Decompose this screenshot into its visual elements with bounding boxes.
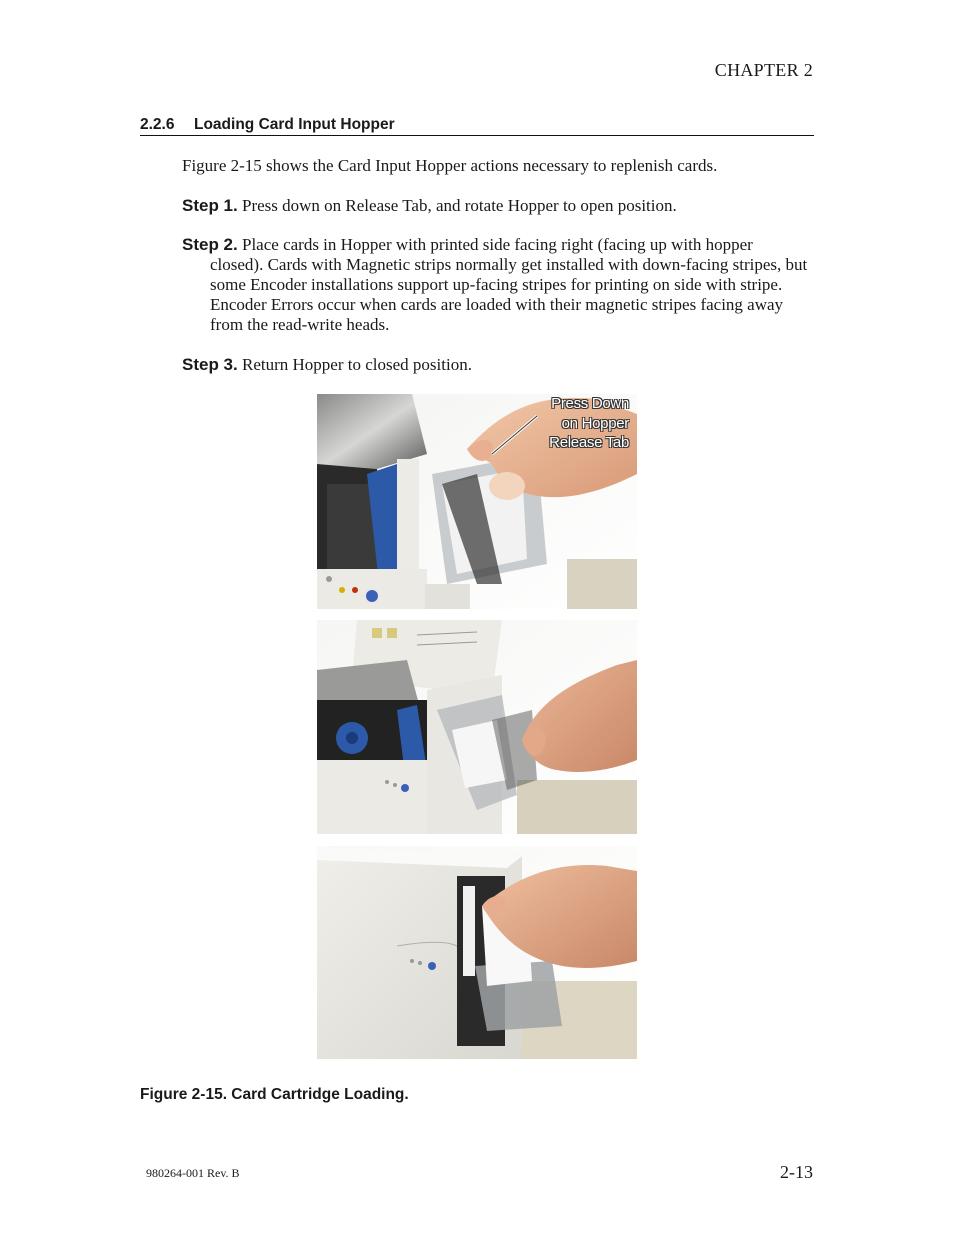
photo-place-cards xyxy=(317,620,637,834)
section-number: 2.2.6 xyxy=(140,116,175,133)
step-3-label: Step 3. xyxy=(182,355,238,374)
step-1 xyxy=(182,196,812,216)
step-3-text: Return Hopper to closed position. xyxy=(242,355,472,374)
figure-caption: Figure 2-15. Card Cartridge Loading. xyxy=(140,1086,409,1103)
step-2 xyxy=(182,235,810,335)
callout-line-3: Release Tab xyxy=(549,434,629,451)
step-1-text: Press down on Release Tab, and rotate Hopper to open position. xyxy=(242,196,677,215)
page-number: 2-13 xyxy=(780,1162,813,1182)
document-number: 980264-001 Rev. B xyxy=(146,1166,240,1180)
step-2-label: Step 2. xyxy=(182,235,238,254)
section-heading xyxy=(140,116,814,136)
photo-place-cards-image xyxy=(317,620,637,834)
chapter-header: CHAPTER 2 xyxy=(714,60,813,80)
photo-close-hopper-image xyxy=(317,846,637,1059)
step-1-label: Step 1. xyxy=(182,196,238,215)
photo-open-hopper xyxy=(317,394,637,609)
release-tab-callout xyxy=(549,394,629,453)
section-title: Loading Card Input Hopper xyxy=(194,116,395,133)
intro-paragraph: Figure 2-15 shows the Card Input Hopper actions necessary to replenish cards. xyxy=(182,156,718,175)
photo-close-hopper xyxy=(317,846,637,1059)
step-3 xyxy=(182,355,812,375)
callout-line-2: on Hopper xyxy=(561,414,629,432)
callout-line-1: Press Down xyxy=(551,395,629,412)
step-2-text: Place cards in Hopper with printed side facing right (facing up with hopper closed). Cards with Magnetic strips normally get installed with down-facing stripes, but some Encoder installations support up-facing stripes for printing on side with stripe. Encoder Errors occur when cards are loaded with their magnetic stripes facing away from the read-write heads. xyxy=(210,235,808,334)
